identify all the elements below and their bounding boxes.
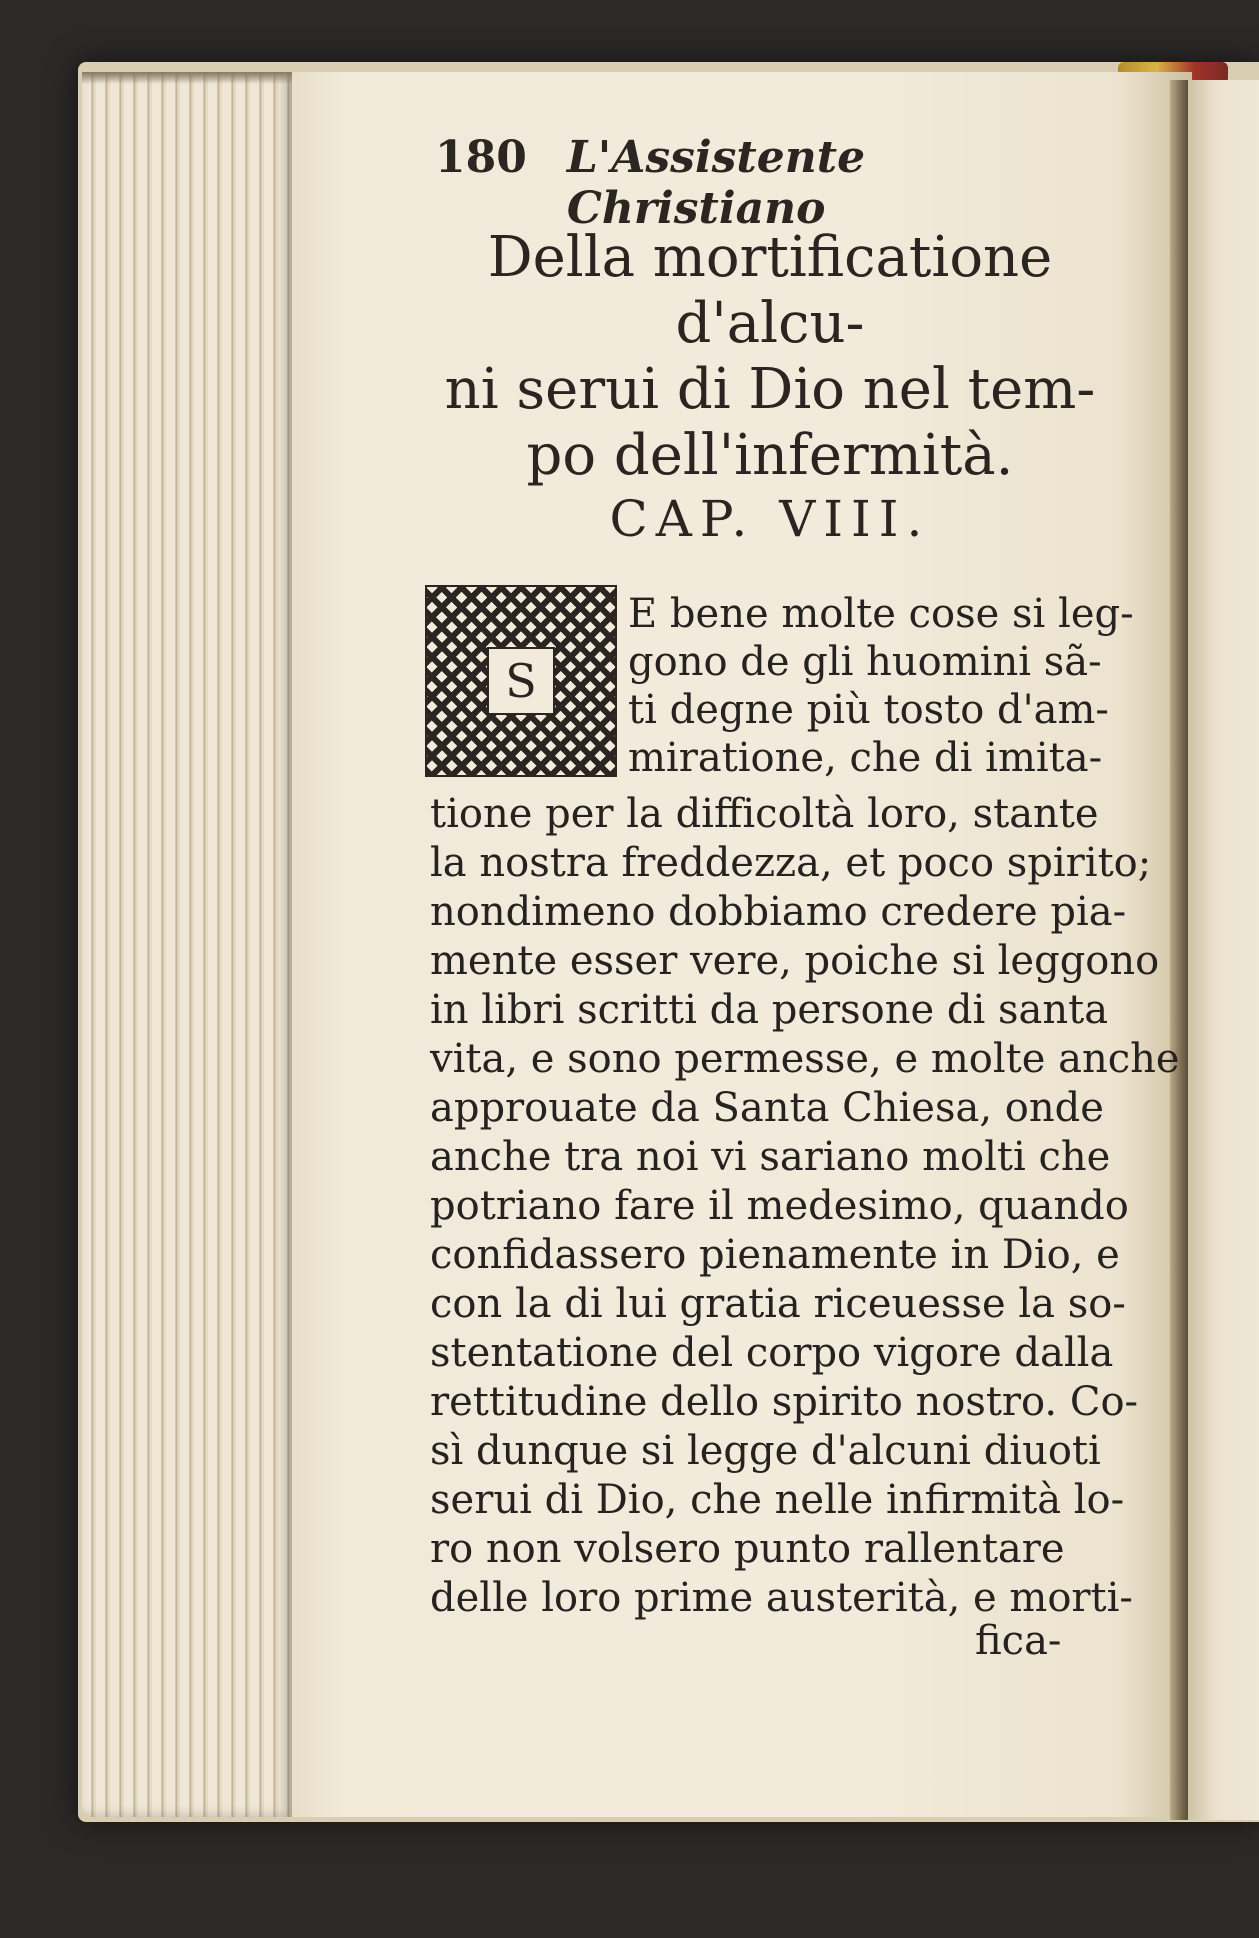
text-line: tione per la difficoltà loro, stante (430, 791, 1099, 837)
text-line: mente esser vere, poiche si leggono (430, 938, 1160, 984)
initial-letter: S (487, 647, 555, 715)
text-line: approuate da Santa Chiesa, onde (430, 1085, 1104, 1131)
text-line: ti degne più tosto d'am- (628, 687, 1109, 733)
text-line: E bene molte cose si leg- (628, 591, 1134, 637)
page-header (435, 132, 1075, 234)
text-line: potriano fare il medesimo, quando (430, 1183, 1129, 1229)
text-line: gono de gli huomini sã- (628, 639, 1102, 685)
text-line: sì dunque si legge d'alcuni diuoti (430, 1428, 1101, 1474)
text-line: anche tra noi vi sariano molti che (430, 1134, 1111, 1180)
chapter-heading: CAP. VIII. (609, 490, 931, 548)
running-title: L'Assistente Christiano (566, 132, 866, 234)
text-line: vita, e sono permesse, e molte anche (430, 1036, 1180, 1082)
text-line: miratione, che di imita- (628, 735, 1103, 781)
title-line: Della mortificatione d'alcu- (487, 225, 1053, 356)
title-line: ni serui di Dio nel tem- (444, 357, 1096, 422)
text-line: stentatione del corpo vigore dalla (430, 1330, 1114, 1376)
text-line: in libri scritti da persone di santa (430, 987, 1109, 1033)
text-line: rettitudine dello spirito nostro. Co- (430, 1379, 1139, 1425)
text-line: la nostra freddezza, et poco spirito; (430, 840, 1152, 886)
text-line: con la di lui gratia riceuesse la so- (430, 1281, 1126, 1327)
page-number: 180 (435, 132, 527, 183)
title-line: po dell'infermità. (526, 423, 1014, 488)
chapter-title (400, 225, 1140, 489)
text-line: confidassero pienamente in Dio, e (430, 1232, 1120, 1278)
page-edges (82, 72, 292, 1817)
gutter (1170, 80, 1188, 1820)
decorated-initial (425, 585, 617, 777)
text-line: ro non volsero punto rallentare (430, 1526, 1065, 1572)
text-line: serui di Dio, che nelle infirmità lo- (430, 1477, 1125, 1523)
text-line: delle loro prime austerità, e morti- (430, 1575, 1133, 1621)
text-line: nondimeno dobbiamo credere pia- (430, 889, 1127, 935)
right-page-edge (1188, 80, 1259, 1820)
catchword: fica- (975, 1618, 1062, 1664)
